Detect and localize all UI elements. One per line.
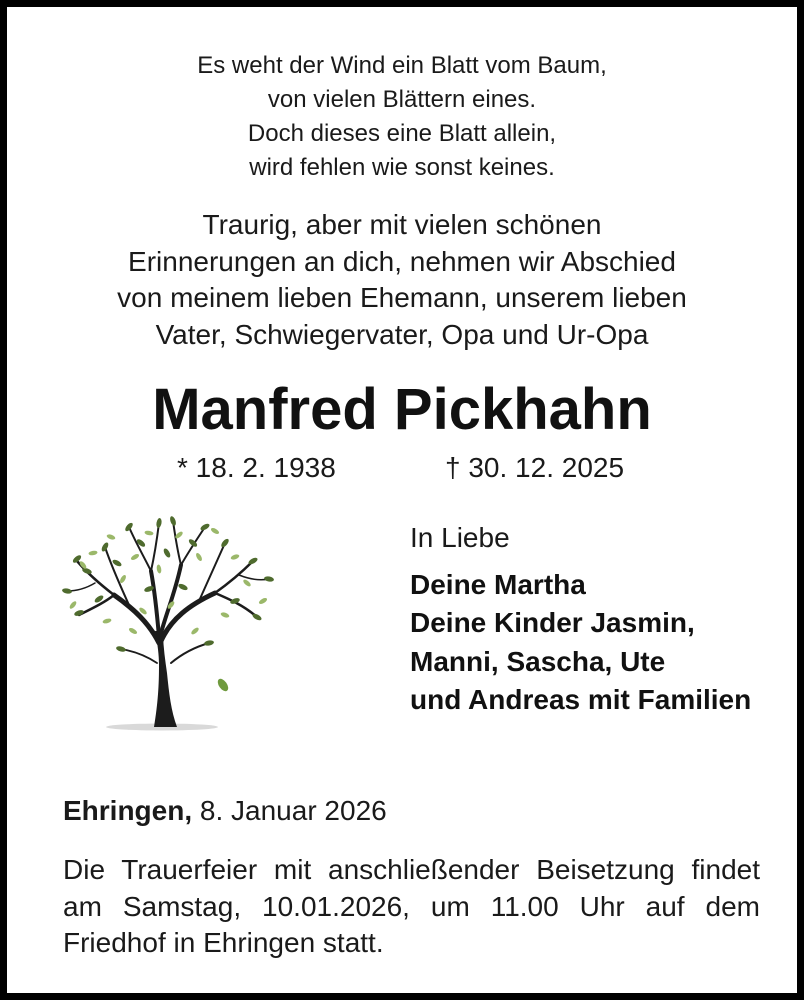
place-and-date bbox=[63, 793, 387, 829]
signers-greeting: In Liebe bbox=[410, 522, 510, 553]
notice-line: am Samstag, 10.01.2026, um 11.00 Uhr auf dem bbox=[63, 890, 760, 922]
notice-line: Die Trauerfeier mit anschließender Beisetzung findet bbox=[63, 854, 760, 885]
death-date: † 30. 12. 2025 bbox=[445, 452, 625, 483]
signer-line: Manni, Sascha, Ute bbox=[410, 645, 666, 677]
farewell-line: Erinnerungen an dich, nehmen wir Abschied bbox=[128, 245, 676, 277]
poem-line: Es weht der Wind ein Blatt vom Baum, bbox=[197, 52, 607, 79]
birth-date: * 18. 2. 1938 bbox=[177, 452, 336, 483]
poem bbox=[7, 49, 797, 185]
farewell-text bbox=[7, 207, 797, 353]
place-name: Ehringen, bbox=[63, 795, 193, 826]
poem-line: wird fehlen wie sonst keines. bbox=[249, 154, 555, 181]
poem-line: von vielen Blättern eines. bbox=[267, 86, 537, 113]
farewell-line: Vater, Schwiegervater, Opa und Ur-Opa bbox=[155, 318, 649, 350]
farewell-line: von meinem lieben Ehemann, unserem lieben bbox=[117, 282, 687, 313]
funeral-notice bbox=[63, 852, 760, 962]
notice-line: Friedhof in Ehringen statt. bbox=[63, 927, 384, 958]
signer-line: Deine Kinder Jasmin, bbox=[410, 607, 695, 638]
farewell-line: Traurig, aber mit vielen schönen bbox=[202, 209, 602, 240]
tree-icon bbox=[59, 513, 279, 743]
signer-line: Deine Martha bbox=[410, 568, 586, 600]
poem-line: Doch dieses eine Blatt allein, bbox=[247, 120, 557, 147]
deceased-name: Manfred Pickhahn bbox=[152, 377, 652, 442]
publication-date: 8. Januar 2026 bbox=[199, 795, 387, 826]
signer-line: und Andreas mit Familien bbox=[410, 684, 752, 715]
signers bbox=[410, 519, 751, 720]
